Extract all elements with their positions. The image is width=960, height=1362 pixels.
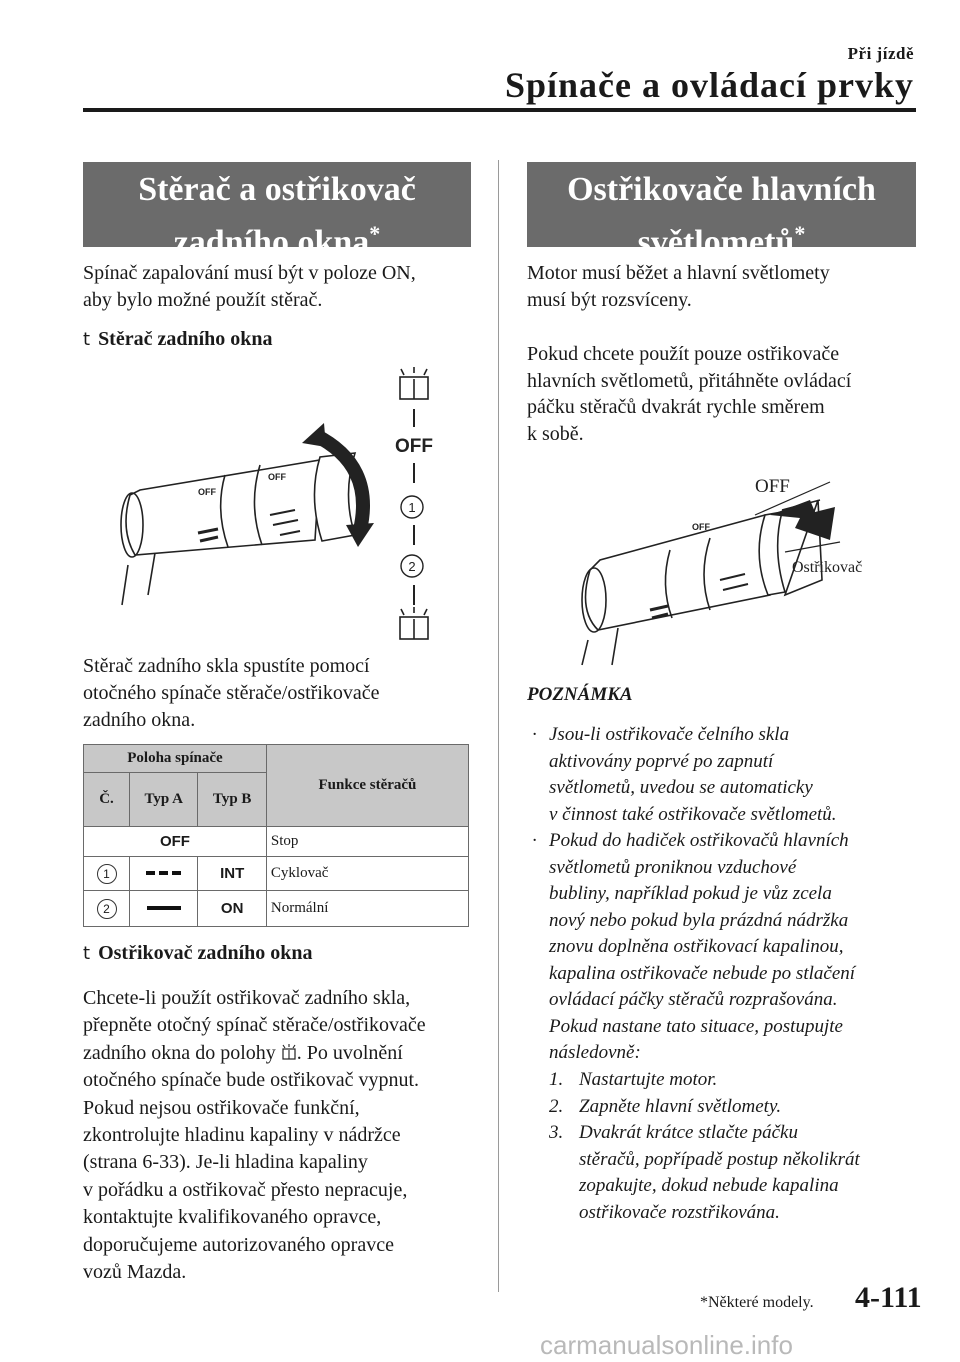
position-off: OFF bbox=[395, 436, 433, 457]
section-banner-headlight-washer bbox=[527, 162, 916, 261]
headlight-instruction-paragraph bbox=[527, 341, 851, 447]
table-cell-type-a bbox=[130, 891, 198, 927]
circled-number: 2 bbox=[97, 899, 117, 919]
lever-off-marking: OFF bbox=[198, 487, 216, 497]
table-row bbox=[84, 827, 469, 857]
description-line: zadního okna. bbox=[83, 709, 196, 731]
running-header-title: Spínače a ovládací prvky bbox=[504, 65, 914, 105]
intermittent-dashes-icon bbox=[146, 869, 182, 877]
body-line: zkontrolujte hladinu kapaliny v nádržce bbox=[83, 1124, 401, 1147]
note-line: Pokud do hadiček ostřikovačů hlavních bbox=[549, 830, 849, 851]
note-line: Pokud nastane tato situace, postupujte bbox=[549, 1015, 843, 1037]
body-line: páčku stěračů dvakrát rychle směrem bbox=[527, 396, 825, 418]
diagram-label-washer: Ostřikovač bbox=[792, 559, 863, 576]
rear-washer-icon bbox=[281, 1044, 297, 1060]
table-cell-function: Cyklovač bbox=[266, 857, 468, 891]
subheading-text: Stěrač zadního okna bbox=[98, 328, 273, 350]
footnote-star: * bbox=[369, 221, 381, 246]
column-divider bbox=[498, 160, 499, 1292]
body-line: hlavních světlometů, přitáhněte ovládací bbox=[527, 369, 852, 392]
table-header-position: Poloha spínače bbox=[84, 745, 267, 773]
table-header-function: Funkce stěračů bbox=[266, 745, 468, 827]
banner-line-2 bbox=[527, 212, 916, 265]
step-line: zopakujte, dokud nebude kapalina bbox=[579, 1175, 839, 1196]
body-text: zadního okna do polohy bbox=[83, 1041, 276, 1064]
banner-line-2-text: zadního okna bbox=[173, 224, 370, 261]
note-item bbox=[532, 828, 856, 1067]
headlight-intro-paragraph bbox=[527, 260, 830, 314]
intro-line: aby bylo možné použít stěrač. bbox=[83, 289, 323, 311]
note-line: ovládací páčky stěračů rozprašována. bbox=[549, 989, 838, 1010]
body-line: (strana 6-33). Je-li hladina kapaliny bbox=[83, 1151, 368, 1174]
subheading-rear-wiper bbox=[83, 328, 273, 351]
note-line: kapalina ostřikovače nebude po stlačení bbox=[549, 962, 856, 984]
banner-line-1: Ostřikovače hlavních bbox=[567, 171, 876, 208]
wiper-function-table bbox=[83, 744, 469, 927]
step-line: stěračů, popřípadě postup několikrát bbox=[579, 1148, 860, 1170]
footnote-star: * bbox=[794, 221, 806, 246]
body-line: doporučujeme autorizovaného opravce bbox=[83, 1233, 394, 1256]
rear-wiper-lever-diagram bbox=[110, 365, 450, 645]
intro-paragraph bbox=[83, 260, 416, 314]
footnote: *Některé modely. bbox=[700, 1294, 814, 1311]
table-cell-type-b: INT bbox=[198, 857, 266, 891]
diagram-label-off: OFF bbox=[755, 476, 790, 497]
subheading-text: Ostřikovač zadního okna bbox=[98, 942, 313, 964]
description-line: Stěrač zadního skla spustíte pomocí bbox=[83, 655, 370, 677]
step-line: Dvakrát krátce stlačte páčku bbox=[579, 1122, 798, 1143]
step-number: 2. bbox=[549, 1095, 564, 1117]
body-line: přepněte otočný spínač stěrače/ostřikovače bbox=[83, 1014, 426, 1037]
note-line: následovně: bbox=[549, 1042, 641, 1063]
table-cell-no bbox=[84, 891, 130, 927]
section-banner-rear-wiper bbox=[83, 162, 471, 261]
table-cell-function: Stop bbox=[266, 827, 468, 857]
table-row bbox=[84, 891, 469, 927]
note-line: nový nebo pokud byla prázdná nádržka bbox=[549, 909, 849, 931]
step-line: ostřikovače rozstřikována. bbox=[579, 1201, 780, 1223]
rear-washer-icon bbox=[400, 607, 428, 639]
body-line: v pořádku a ostřikovač přesto nepracuje, bbox=[83, 1178, 408, 1201]
continuous-bar-icon bbox=[146, 904, 182, 912]
rear-washer-paragraph bbox=[83, 985, 426, 1286]
step-item bbox=[549, 1120, 860, 1226]
table-row bbox=[84, 857, 469, 891]
table-header-type-a: Typ A bbox=[130, 773, 198, 827]
position-1: 1 bbox=[408, 500, 416, 515]
rear-washer-icon bbox=[400, 367, 428, 399]
subheading-bullet: t bbox=[83, 943, 91, 964]
running-header-section: Při jízdě bbox=[847, 44, 914, 63]
note-bullet-dot: · bbox=[532, 830, 537, 851]
circled-number: 1 bbox=[97, 864, 117, 884]
note-title: POZNÁMKA bbox=[527, 684, 633, 705]
description-paragraph bbox=[83, 653, 380, 734]
table-cell-type-a bbox=[130, 857, 198, 891]
table-header-type-b: Typ B bbox=[198, 773, 266, 827]
step-number: 1. bbox=[549, 1069, 564, 1090]
note-line: znovu doplněna ostřikovací kapalinou, bbox=[549, 936, 844, 957]
note-item bbox=[532, 722, 837, 828]
body-line: Motor musí běžet a hlavní světlomety bbox=[527, 262, 830, 284]
position-2: 2 bbox=[408, 559, 416, 574]
table-cell-no bbox=[84, 857, 130, 891]
subheading-rear-washer bbox=[83, 942, 313, 965]
step-item bbox=[549, 1094, 860, 1121]
note-line: světlometů, uvedou se automaticky bbox=[549, 777, 813, 798]
subheading-bullet: t bbox=[83, 329, 91, 350]
table-cell-function: Normální bbox=[266, 891, 468, 927]
watermark: carmanualsonline.info bbox=[540, 1330, 793, 1360]
steps-list bbox=[549, 1067, 860, 1226]
step-line: Nastartujte motor. bbox=[579, 1069, 718, 1090]
table-header-no: Č. bbox=[84, 773, 130, 827]
body-line: Pokud nejsou ostřikovače funkční, bbox=[83, 1096, 360, 1119]
banner-line-1: Stěrač a ostřikovač bbox=[138, 171, 416, 208]
body-line: Pokud chcete použít pouze ostřikovače bbox=[527, 343, 840, 365]
note-bullet-dot: · bbox=[532, 724, 537, 745]
body-line: kontaktujte kvalifikovaného opravce, bbox=[83, 1206, 382, 1229]
header-rule bbox=[83, 108, 916, 112]
step-line: Zapněte hlavní světlomety. bbox=[579, 1095, 782, 1117]
body-text: . Po uvolnění bbox=[296, 1041, 403, 1064]
position-chain bbox=[395, 367, 433, 639]
note-line: bubliny, například pokud je vůz zcela bbox=[549, 883, 832, 904]
note-line: Jsou-li ostřikovače čelního skla bbox=[549, 724, 790, 745]
table-cell-type-b: ON bbox=[198, 891, 266, 927]
ring-off-marking: OFF bbox=[268, 472, 286, 482]
page-number: 4-111 bbox=[855, 1281, 922, 1314]
note-line: aktivovány poprvé po zapnutí bbox=[549, 750, 774, 772]
body-line: k sobě. bbox=[527, 422, 584, 445]
ring-off-marking: OFF bbox=[692, 522, 710, 532]
headlight-washer-lever-diagram bbox=[560, 470, 910, 670]
note-line: v činnost také ostřikovače světlometů. bbox=[549, 803, 837, 825]
body-line: Chcete-li použít ostřikovač zadního skla, bbox=[83, 987, 411, 1009]
body-line bbox=[83, 1040, 426, 1067]
intro-line: Spínač zapalování musí být v poloze ON, bbox=[83, 262, 416, 284]
body-line: otočného spínače bude ostřikovač vypnut. bbox=[83, 1069, 420, 1092]
body-line: vozů Mazda. bbox=[83, 1261, 187, 1284]
description-line: otočného spínače stěrače/ostřikovače bbox=[83, 682, 380, 704]
banner-line-2 bbox=[83, 212, 471, 265]
step-number: 3. bbox=[549, 1122, 564, 1143]
banner-line-2-text: světlometů bbox=[637, 224, 795, 261]
table-cell-off: OFF bbox=[84, 827, 267, 857]
note-line: světlometů proniknou vzduchové bbox=[549, 856, 797, 878]
step-item bbox=[549, 1067, 860, 1094]
body-line: musí být rozsvíceny. bbox=[527, 289, 692, 311]
